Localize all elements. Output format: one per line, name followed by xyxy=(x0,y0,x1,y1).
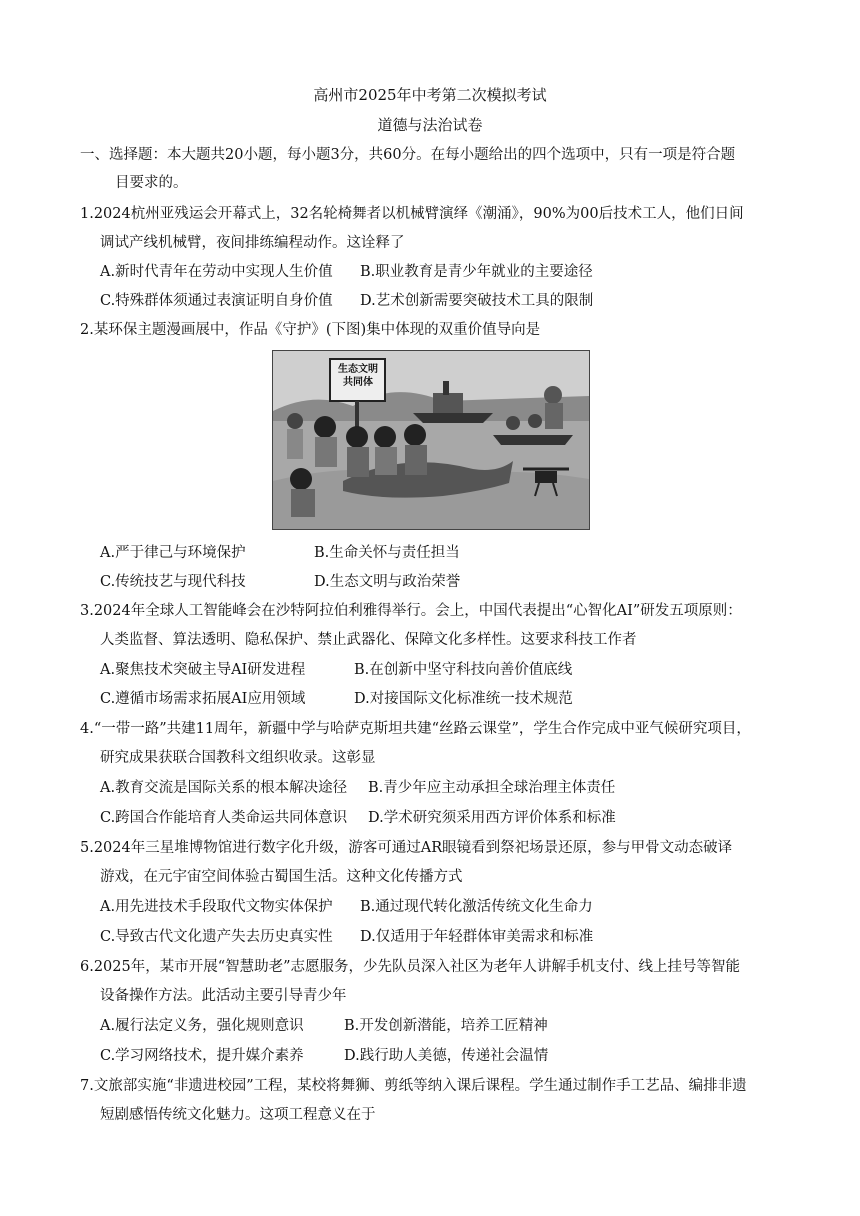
question-4-option-c: C.跨国合作能培育人类命运共同体意识 xyxy=(100,810,348,826)
question-3-stem-cont: 人类监督、算法透明、隐私保护、禁止武器化、保障文化多样性。这要求科技工作者 xyxy=(100,632,637,648)
question-6-stem-cont: 设备操作方法。此活动主要引导青少年 xyxy=(100,988,347,1004)
question-5-stem-cont: 游戏，在元宇宙空间体验古蜀国生活。这种文化传播方式 xyxy=(100,869,463,885)
question-3-option-d: D.对接国际文化标准统一技术规范 xyxy=(354,691,573,707)
question-3-option-b: B.在创新中坚守科技向善价值底线 xyxy=(354,662,573,678)
exam-subtitle: 道德与法治试卷 xyxy=(377,116,483,134)
section-instruction: 一、选择题：本大题共20小题，每小题3分，共60分。在每小题给出的四个选项中，只有一项是符合题 xyxy=(80,147,736,163)
question-4-option-a: A.教育交流是国际关系的根本解决途径 xyxy=(100,780,348,796)
question-5-option-b: B.通过现代转化激活传统文化生命力 xyxy=(360,899,593,915)
question-3-option-a: A.聚焦技术突破主导AI研发进程 xyxy=(100,662,306,678)
question-6-option-d: D.践行助人美德，传递社会温情 xyxy=(344,1048,549,1064)
question-1-option-c: C.特殊群体须通过表演证明自身价值 xyxy=(100,293,333,309)
question-4-stem-cont: 研究成果获联合国教科文组织收录。这彰显 xyxy=(100,750,376,766)
question-6-stem: 6.2025年，某市开展“智慧助老”志愿服务，少先队员深入社区为老年人讲解手机支付、线上挂号等智能 xyxy=(80,959,741,975)
question-2-stem: 2.某环保主题漫画展中，作品《守护》(下图)集中体现的双重价值导向是 xyxy=(80,322,541,338)
question-5-stem: 5.2024年三星堆博物馆进行数字化升级，游客可通过AR眼镜看到祭祀场景还原，参与甲骨文动态破译 xyxy=(80,840,733,856)
question-7-stem: 7.文旅部实施“非遗进校园”工程，某校将舞狮、剪纸等纳入课后课程。学生通过制作手工艺品、编排非遗 xyxy=(80,1078,747,1094)
question-2-option-c: C.传统技艺与现代科技 xyxy=(100,574,246,590)
question-5-option-c: C.导致古代文化遗产失去历史真实性 xyxy=(100,929,333,945)
question-5-option-d: D.仅适用于年轻群体审美需求和标准 xyxy=(360,929,594,945)
question-6-option-b: B.开发创新潜能，培养工匠精神 xyxy=(344,1018,548,1034)
question-6-option-a: A.履行法定义务，强化规则意识 xyxy=(100,1018,304,1034)
question-2-option-a: A.严于律己与环境保护 xyxy=(100,545,246,561)
question-4-option-d: D.学术研究须采用西方评价体系和标准 xyxy=(368,810,616,826)
question-4-option-b: B.青少年应主动承担全球治理主体责任 xyxy=(368,780,616,796)
exam-title: 高州市2025年中考第二次模拟考试 xyxy=(313,86,547,104)
section-instruction-cont: 目要求的。 xyxy=(115,175,188,191)
question-7-stem-cont: 短剧感悟传统文化魅力。这项工程意义在于 xyxy=(100,1107,376,1123)
question-2-option-b: B.生命关怀与责任担当 xyxy=(314,545,460,561)
sign-text-line1: 生态文明 xyxy=(338,364,378,375)
question-6-option-c: C.学习网络技术，提升媒介素养 xyxy=(100,1048,304,1064)
question-3-stem: 3.2024年全球人工智能峰会在沙特阿拉伯利雅得举行。会上，中国代表提出“心智化AI”研发五项原则： xyxy=(80,603,742,619)
question-1-option-a: A.新时代青年在劳动中实现人生价值 xyxy=(100,264,333,280)
question-2-option-d: D.生态文明与政治荣誉 xyxy=(314,574,461,590)
question-1-stem: 1.2024杭州亚残运会开幕式上，32名轮椅舞者以机械臂演绎《潮涌》，90%为00后技术工人，他们日间 xyxy=(80,206,744,222)
question-5-option-a: A.用先进技术手段取代文物实体保护 xyxy=(100,899,333,915)
question-3-option-c: C.遵循市场需求拓展AI应用领域 xyxy=(100,691,306,707)
question-1-option-b: B.职业教育是青少年就业的主要途径 xyxy=(360,264,593,280)
question-4-stem: 4.“一带一路”共建11周年，新疆中学与哈萨克斯坦共建“丝路云课堂”，学生合作完成中亚气候研究项目， xyxy=(80,721,751,737)
question-1-stem-cont: 调试产线机械臂，夜间排练编程动作。这诠释了 xyxy=(100,235,405,251)
cartoon-illustration xyxy=(272,350,590,530)
sign-text-line2: 共同体 xyxy=(343,377,373,388)
question-1-option-d: D.艺术创新需要突破技术工具的限制 xyxy=(360,293,594,309)
